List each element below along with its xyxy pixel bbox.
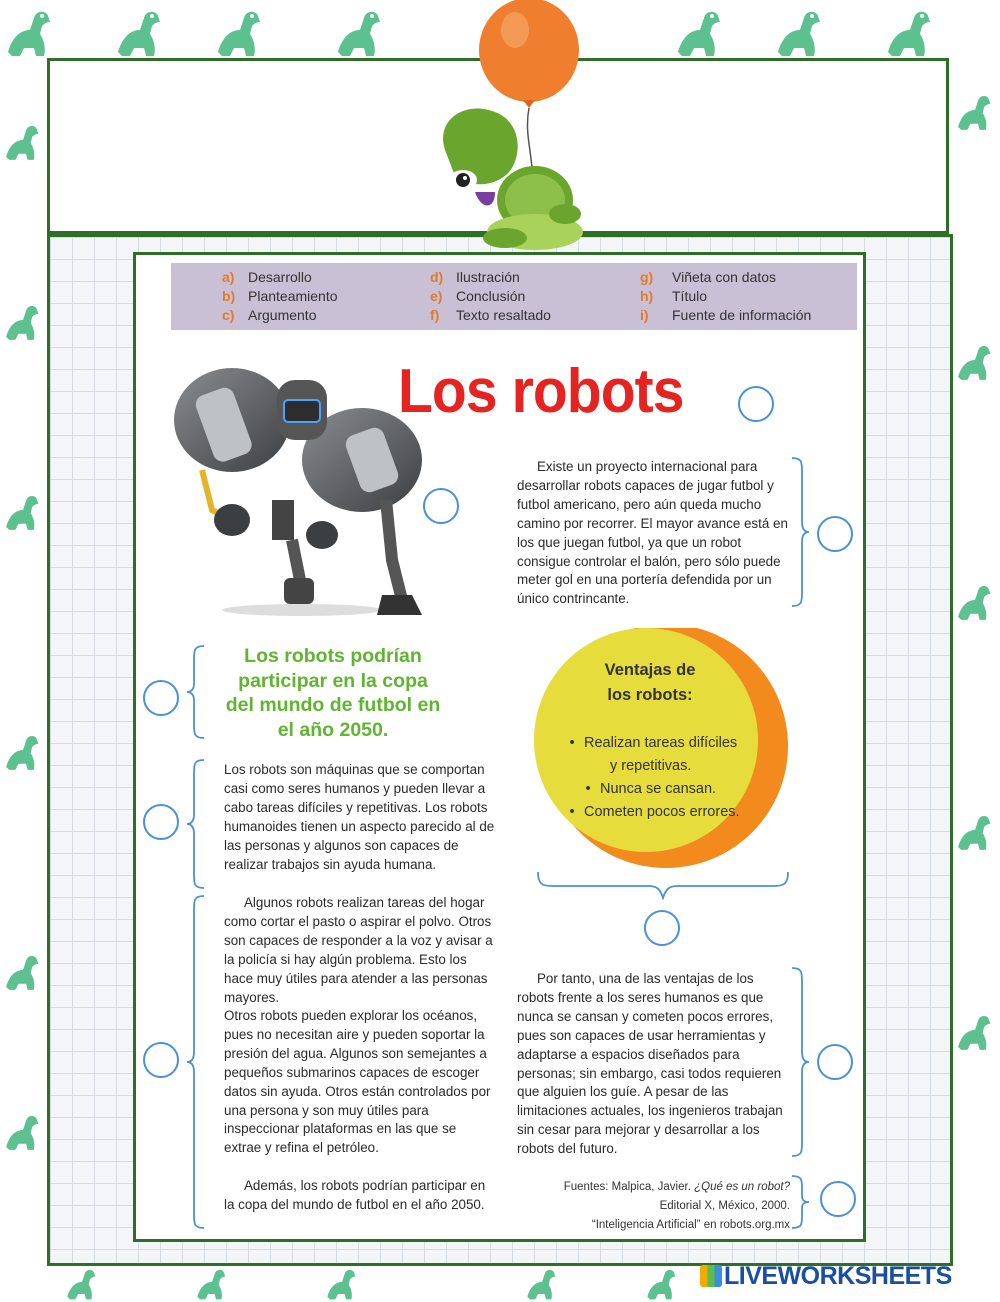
liveworksheets-logo: LIVEWORKSHEETS [700, 1262, 952, 1291]
dinosaur-icon [110, 0, 170, 60]
dinosaur-icon [880, 0, 940, 60]
bubble-list [560, 732, 760, 824]
answer-circle-intro[interactable] [817, 516, 853, 552]
dinosaur-icon [952, 570, 998, 630]
answer-circle-title[interactable] [738, 386, 774, 422]
sources: Fuentes: Malpica, Javier. ¿Qué es un robot? Editorial X, México, 2000. “Inteligencia Artificial” en robots.org.mx [563, 1181, 790, 1231]
brace-right [790, 966, 810, 1158]
legend-item: h) Título [640, 288, 708, 304]
answer-circle-illustration[interactable] [423, 488, 459, 524]
legend-item: d) Ilustración [430, 269, 520, 285]
article-title: Los robots [398, 357, 684, 426]
brace-left [186, 758, 206, 890]
legend-item: a) Desarrollo [222, 269, 312, 285]
brace-left [186, 644, 206, 740]
legend-item: c) Argumento [222, 307, 317, 323]
robot-illustration [172, 360, 432, 620]
answer-circle-paragraph-1[interactable] [143, 804, 179, 840]
dinosaur-icon [330, 0, 390, 60]
dinosaur-icon [670, 0, 730, 60]
intro-paragraph: Existe un proyecto internacional para desarrollar robots capaces de jugar futbol y futbol americano, pero aún queda mucho camino por recorrer. El mayor avance está en los que juegan futbol, ya que un robot consigue controlar el balón, pero sólo puede meter gol en una portería defendida por un único contrincante. [517, 459, 788, 607]
brace-right [790, 456, 810, 608]
paragraph-1: Los robots son máquinas que se comportan casi como seres humanos y pueden llevar a cabo tareas difíciles y repetitivas. Los robots humanoides tienen un aspecto parecido al de las personas y algunos son capaces de realizar trabajos sin ayuda humana. [224, 762, 495, 872]
dinosaur-icon [0, 110, 46, 170]
answer-circle-sources[interactable] [820, 1181, 856, 1217]
dinosaur-icon [0, 940, 46, 1000]
answer-circle-development[interactable] [143, 1042, 179, 1078]
turtle-balloon-mascot [405, 0, 595, 252]
answer-circle-bubble[interactable] [644, 910, 680, 946]
dinosaur-icon [952, 330, 998, 390]
brace-right [790, 1174, 810, 1230]
bubble-list-item: • Realizan tareas difíciles [569, 735, 738, 751]
legend-item: f) Texto resaltado [430, 307, 551, 323]
dinosaur-icon [0, 290, 46, 350]
paragraph-4: Además, los robots podrían participar en la copa del mundo de futbol en el año 2050. [224, 1178, 486, 1212]
paragraph-2: Algunos robots realizan tareas del hogar como cortar el pasto o aspirar el polvo. Otros son capaces de responder a la voz y avisar a la policía si hay algún problema. Esto los hace muy útiles para atender a las personas mayores. [224, 895, 493, 1005]
dinosaur-icon [520, 1262, 564, 1302]
brace-left [186, 894, 206, 1230]
highlighted-text: Los robots podrían participar en la copa del mundo de futbol en el año 2050. [225, 645, 441, 741]
dinosaur-icon [190, 1262, 234, 1302]
dinosaur-icon [0, 0, 60, 60]
paragraph-3: Otros robots pueden explorar los océanos, pues no necesitan aire y pueden soportar la presión del agua. Algunos son semejantes a pequeños submarinos capaces de escoger datos sin ayuda. Otros están controlados por una persona y son muy útiles para inspeccionar plataformas en las que se extrae y refina el petróleo. [224, 1008, 491, 1156]
bubble-list-item: • Cometen pocos errores. [569, 804, 740, 820]
bubble-list-item: • Nunca se cansan. [585, 781, 717, 797]
conclusion-paragraph: Por tanto, una de las ventajas de los robots frente a los seres humanos es que nunca se cansan y cometen pocos errores, pues son capaces de usar herramientas y adaptarse a espacios diseñados para personas; sin embargo, casi todos requieren que alguien los guíe. A pesar de las limitaciones actuales, los ingenieros trabajan sin cesar para mejorar y desarrollar a los robots del futuro. [517, 971, 783, 1157]
legend-item: g) Viñeta con datos [640, 269, 777, 285]
bubble-title: Ventajas de los robots: [604, 661, 696, 704]
brace-bottom [536, 870, 790, 900]
logo-icon [700, 1265, 722, 1287]
dinosaur-icon [770, 0, 830, 60]
dinosaur-icon [0, 480, 46, 540]
dinosaur-icon [640, 1262, 684, 1302]
dinosaur-icon [210, 0, 270, 60]
dinosaur-icon [952, 800, 998, 860]
dinosaur-icon [0, 1100, 46, 1160]
dinosaur-icon [952, 80, 998, 140]
dinosaur-icon [0, 720, 46, 780]
legend-item: b) Planteamiento [222, 288, 338, 304]
legend-item: i) Fuente de información [640, 307, 812, 323]
dinosaur-icon [60, 1262, 104, 1302]
legend-item: e) Conclusión [430, 288, 526, 304]
bubble-list-item: y repetitivas. [610, 758, 692, 774]
dinosaur-icon [320, 1262, 364, 1302]
answer-circle-conclusion[interactable] [817, 1044, 853, 1080]
dinosaur-icon [952, 1000, 998, 1060]
answer-circle-highlight[interactable] [143, 680, 179, 716]
